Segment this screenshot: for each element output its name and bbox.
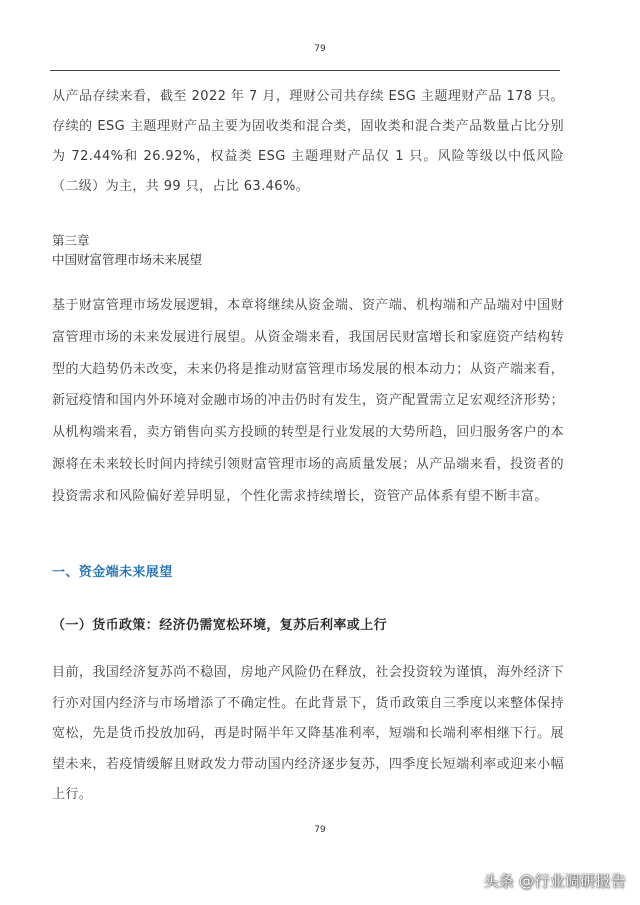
page-number-bottom: 79 — [314, 825, 326, 835]
section-title-funding-outlook: 一、资金端未来展望 — [52, 565, 173, 580]
watermark: 头条 @行业调研报告 — [483, 872, 626, 890]
chapter-number: 第三章 — [52, 233, 90, 248]
chapter-title: 中国财富管理市场未来展望 — [52, 252, 203, 267]
chapter-heading — [52, 231, 202, 269]
header-divider — [50, 70, 560, 71]
page-number-top: 79 — [314, 44, 326, 54]
paragraph-chapter-intro: 基于财富管理市场发展逻辑，本章将继续从资金端、资产端、机构端和产品端对中国财富管理市场的未来发展进行展望。从资金端来看，我国居民财富增长和家庭资产结构转型的大趋势仍未改变，未来仍将是推动财富管理市场发展的根本动力；从资产端来看，新冠疫情和国内外环境对金融市场的冲击仍时有发生，资产配置需立足宏观经济形势；从机构端来看，卖方销售向买方投顾的转型是行业发展的大势所趋，回归服务客户的本源将在未来较长时间内持续引领财富管理市场的高质量发展；从产品端来看，投资者的投资需求和风险偏好差异明显，个性化需求持续增长，资管产品体系有望不断丰富。 — [52, 298, 564, 504]
subsection-title-monetary-policy: （一）货币政策：经济仍需宽松环境，复苏后利率或上行 — [52, 618, 388, 633]
paragraph-esg-products: 从产品存续来看，截至 2022 年 7 月，理财公司共存续 ESG 主题理财产品 178 只。存续的 ESG 主题理财产品主要为固收类和混合类，固收类和混合类产品数量占比分别为 72.44%和 26.92%，权益类 ESG 主题理财产品仅 1 只。风险等级以中低风险（二级）为主，共 99 只，占比 63.46%。 — [52, 89, 564, 194]
paragraph-monetary-policy: 目前，我国经济复苏尚不稳固，房地产风险仍在释放，社会投资较为谨慎，海外经济下行亦对国内经济与市场增添了不确定性。在此背景下，货币政策自三季度以来整体保持宽松，先是货币投放加码，再是时隔半年又降基准利率，短端和长端利率相继下行。展望未来，若疫情缓解且财政发力带动国内经济逐步复苏，四季度长短端利率或迎来小幅上行。 — [52, 665, 564, 803]
